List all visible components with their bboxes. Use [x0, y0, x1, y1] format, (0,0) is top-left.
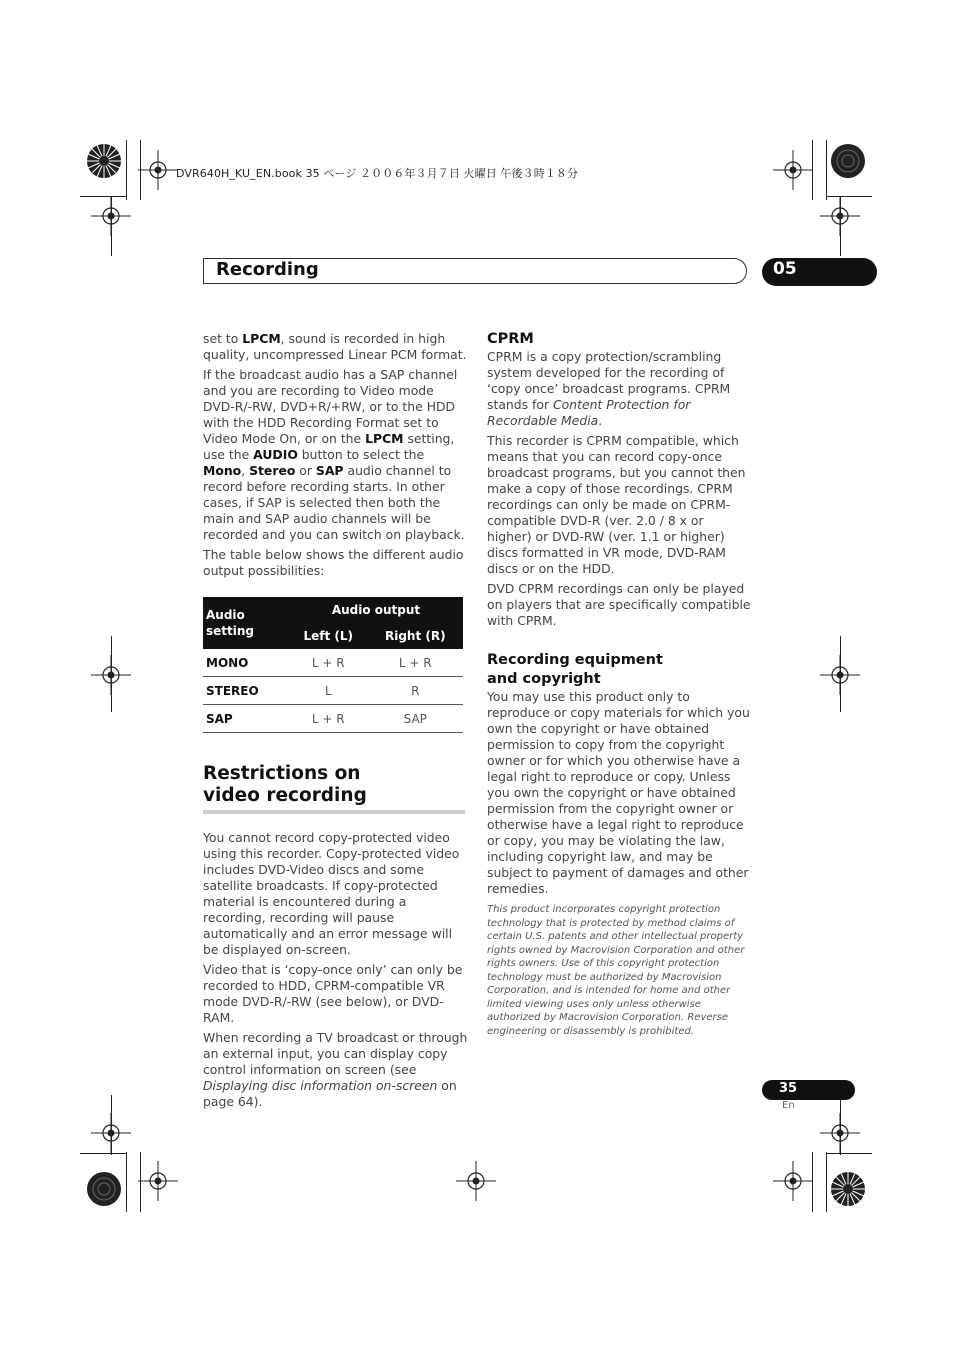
starburst-mark-icon	[830, 1171, 866, 1207]
crop-line	[826, 1153, 872, 1154]
audio-output-table	[203, 597, 463, 733]
table-column-header: Right (R)	[368, 622, 463, 649]
table-cell: L + R	[368, 649, 463, 677]
heading-rule	[203, 810, 465, 814]
table-cell: MONO	[203, 649, 289, 677]
registration-mark-icon	[91, 655, 131, 695]
print-info-line: DVR640H_KU_EN.book 35 ページ ２００６年３月７日 火曜日 午後３時１８分	[176, 167, 579, 180]
crop-line	[826, 1152, 827, 1212]
registration-mark-icon	[820, 196, 860, 236]
page-number: 35	[779, 1081, 798, 1096]
table-header-row	[203, 597, 463, 622]
restrictions-body	[203, 830, 469, 1110]
section-heading: Recording equipment and copyright	[487, 652, 663, 687]
chapter-number: 05	[773, 259, 797, 279]
paragraph: set to LPCM, sound is recorded in high quality, uncompressed Linear PCM format.	[203, 331, 467, 362]
page-number-badge	[762, 1080, 855, 1100]
registration-mark-icon	[773, 1161, 813, 1201]
chapter-title: Recording	[216, 259, 319, 280]
crop-line	[80, 1153, 126, 1154]
table-cell: L + R	[289, 705, 368, 733]
paragraph: Video that is ‘copy-once only’ can only be recorded to HDD, CPRM-compatible VR mode DVD-R/-RW (see below), or DVD-RAM.	[203, 962, 463, 1025]
table-row	[203, 649, 463, 677]
crop-line	[126, 140, 127, 200]
registration-mark-icon	[820, 1113, 860, 1153]
table-corner-header: Audio setting	[203, 597, 289, 649]
paragraph: This recorder is CPRM compatible, which means that you can record copy-once broadcast programs, but you cannot then make a copy of those recordings. CPRM recordings can only be made on CPRM-compatible DVD-R (ver. 2.0 / 8 x or higher) or DVD-RW (ver. 1.1 or higher) discs formatted in VR mode, DVD-RAM discs or on the HDD.	[487, 433, 746, 576]
table-cell: L	[289, 677, 368, 705]
starburst-mark-icon	[86, 1171, 122, 1207]
starburst-mark-icon	[830, 143, 866, 179]
left-column	[203, 331, 469, 1110]
table-cell: L + R	[289, 649, 368, 677]
table-column-header: Left (L)	[289, 622, 368, 649]
crop-line	[826, 140, 827, 200]
paragraph: You may use this product only to reproduce or copy materials for which you own the copyright or have obtained permission to copy from the copyright owner or for which you otherwise have a legal right to reproduce or copy. Unless you own the copyright or have obtained permission from the copyright owner or otherwise have a legal right to reproduce or copy, you may be violating the law, including copyright law, and may be subject to payment of damages and other remedies.	[487, 689, 750, 896]
right-column	[487, 330, 752, 1038]
table-group-header: Audio output	[289, 597, 463, 622]
paragraph: When recording a TV broadcast or through an external input, you can display copy control information on screen (see Displaying disc information on-screen on page 64).	[203, 1030, 468, 1109]
table-cell: SAP	[368, 705, 463, 733]
registration-mark-icon	[773, 150, 813, 190]
table-row	[203, 677, 463, 705]
paragraph: The table below shows the different audio output possibilities:	[203, 547, 464, 578]
crop-line	[126, 1152, 127, 1212]
table-cell: R	[368, 677, 463, 705]
registration-mark-icon	[820, 655, 860, 695]
table-cell: SAP	[203, 705, 289, 733]
copyright-notice: This product incorporates copyright protection technology that is protected by method claims of certain U.S. patents and other intellectual property rights owned by Macrovision Corporation and other rights owners. Use of this copyright protection technology must be authorized by Macrovision Corporation, and is intended for home and other limited viewing uses only unless otherwise authorized by Macrovision Corporation. Reverse engineering or disassembly is prohibited.	[487, 904, 745, 1037]
registration-mark-icon	[456, 1161, 496, 1201]
paragraph: CPRM is a copy protection/scrambling system developed for the recording of ‘copy once’ broadcast programs. CPRM stands for Content Protection for Recordable Media.	[487, 349, 731, 428]
registration-mark-icon	[91, 196, 131, 236]
registration-mark-icon	[138, 150, 178, 190]
paragraph: If the broadcast audio has a SAP channel and you are recording to Video mode DVD-R/-RW, DVD+R/+RW, or to the HDD with the HDD Recording Format set to Video Mode On, or on the LPCM setting, use the AUDIO button to select the Mono, Stereo or SAP audio channel to record before recording starts. In other cases, if SAP is selected then both the main and SAP audio channels will be recorded and you can switch on playback.	[203, 367, 465, 542]
section-heading: CPRM	[487, 331, 534, 347]
paragraph: DVD CPRM recordings can only be played on players that are specifically compatible with CPRM.	[487, 581, 751, 628]
starburst-mark-icon	[86, 143, 122, 179]
section-heading: Restrictions on video recording	[203, 763, 367, 806]
registration-mark-icon	[138, 1161, 178, 1201]
paragraph: You cannot record copy-protected video using this recorder. Copy-protected video includes DVD-Video discs and some satellite broadcasts. If copy-protected material is encountered during a recording, recording will pause automatically and an error message will be displayed on-screen.	[203, 830, 460, 957]
page-language: En	[782, 1100, 795, 1111]
table-cell: STEREO	[203, 677, 289, 705]
table-row	[203, 705, 463, 733]
registration-mark-icon	[91, 1113, 131, 1153]
